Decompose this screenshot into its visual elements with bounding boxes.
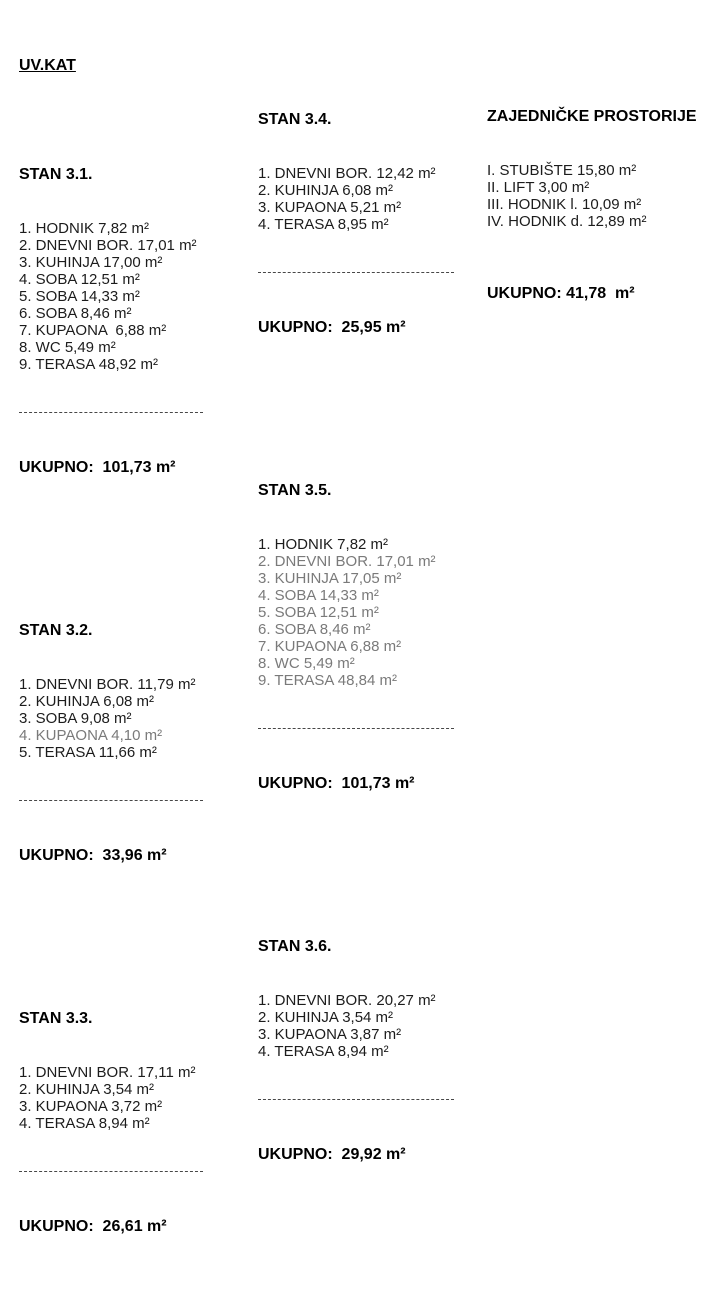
room-line: III. HODNIK l. 10,09 m² bbox=[487, 196, 642, 213]
apartment-heading: STAN 3.4. bbox=[258, 111, 332, 128]
section-divider bbox=[258, 272, 454, 273]
room-line: 3. KUPAONA 3,87 m² bbox=[258, 1026, 402, 1043]
section-total: UKUPNO: 41,78 m² bbox=[487, 285, 635, 302]
room-line: 4. SOBA 14,33 m² bbox=[258, 587, 379, 604]
room-line: 2. KUHINJA 6,08 m² bbox=[19, 693, 155, 710]
room-line: 4. TERASA 8,95 m² bbox=[258, 216, 389, 233]
room-line: 8. WC 5,49 m² bbox=[258, 655, 355, 672]
apartment-section bbox=[487, 72, 697, 339]
apartment-heading: STAN 3.1. bbox=[19, 166, 93, 183]
section-total: UKUPNO: 25,95 m² bbox=[258, 319, 406, 336]
room-line: 7. KUPAONA 6,88 m² bbox=[19, 322, 167, 339]
room-line: 1. HODNIK 7,82 m² bbox=[258, 536, 389, 553]
apartment-heading: STAN 3.6. bbox=[258, 938, 332, 955]
apartment-heading: STAN 3.2. bbox=[19, 622, 93, 639]
apartment-heading: STAN 3.3. bbox=[19, 1010, 93, 1027]
room-line: 3. KUPAONA 3,72 m² bbox=[19, 1098, 163, 1115]
room-list bbox=[258, 536, 454, 689]
column-left bbox=[19, 20, 203, 1290]
section-divider bbox=[19, 1171, 203, 1172]
room-line: 2. KUHINJA 3,54 m² bbox=[258, 1009, 394, 1026]
apartment-section bbox=[258, 446, 454, 848]
apartment-heading: ZAJEDNIČKE PROSTORIJE bbox=[487, 108, 697, 125]
room-list bbox=[19, 1064, 203, 1132]
room-line: 3. KUHINJA 17,00 m² bbox=[19, 254, 163, 271]
section-divider bbox=[258, 728, 454, 729]
section-divider bbox=[258, 1099, 454, 1100]
room-list bbox=[19, 676, 203, 761]
room-line: 4. TERASA 8,94 m² bbox=[258, 1043, 389, 1060]
apartment-section bbox=[258, 75, 454, 392]
section-divider bbox=[19, 800, 203, 801]
floor-title: UV.KAT bbox=[19, 57, 76, 74]
room-line: 9. TERASA 48,92 m² bbox=[19, 356, 158, 373]
room-line: 1. DNEVNI BOR. 17,11 m² bbox=[19, 1064, 196, 1081]
room-line: I. STUBIŠTE 15,80 m² bbox=[487, 162, 637, 179]
apartment-section bbox=[19, 130, 203, 532]
room-line: 2. DNEVNI BOR. 17,01 m² bbox=[19, 237, 197, 254]
section-total: UKUPNO: 101,73 m² bbox=[19, 459, 176, 476]
room-line: 2. KUHINJA 6,08 m² bbox=[258, 182, 394, 199]
room-line: IV. HODNIK d. 12,89 m² bbox=[487, 213, 647, 230]
room-line: 4. SOBA 12,51 m² bbox=[19, 271, 140, 288]
room-line: 5. SOBA 14,33 m² bbox=[19, 288, 140, 305]
room-line: 3. SOBA 9,08 m² bbox=[19, 710, 132, 727]
section-total: UKUPNO: 101,73 m² bbox=[258, 775, 415, 792]
room-line: 1. DNEVNI BOR. 11,79 m² bbox=[19, 676, 196, 693]
room-line: 4. KUPAONA 4,10 m² bbox=[19, 727, 163, 744]
room-line: 2. KUHINJA 3,54 m² bbox=[19, 1081, 155, 1098]
room-line: 5. TERASA 11,66 m² bbox=[19, 744, 157, 761]
section-total: UKUPNO: 33,96 m² bbox=[19, 847, 167, 864]
room-line: II. LIFT 3,00 m² bbox=[487, 179, 590, 196]
section-total: UKUPNO: 26,61 m² bbox=[19, 1218, 167, 1235]
section-total: UKUPNO: 29,92 m² bbox=[258, 1146, 406, 1163]
room-line: 1. DNEVNI BOR. 20,27 m² bbox=[258, 992, 436, 1009]
room-line: 3. KUHINJA 17,05 m² bbox=[258, 570, 402, 587]
room-line: 4. TERASA 8,94 m² bbox=[19, 1115, 150, 1132]
room-list bbox=[19, 220, 203, 373]
apartment-heading: STAN 3.5. bbox=[258, 482, 332, 499]
section-divider bbox=[19, 412, 203, 413]
room-line: 1. HODNIK 7,82 m² bbox=[19, 220, 150, 237]
room-line: 8. WC 5,49 m² bbox=[19, 339, 116, 356]
room-line: 3. KUPAONA 5,21 m² bbox=[258, 199, 402, 216]
column-right bbox=[487, 36, 697, 357]
room-list bbox=[258, 992, 454, 1060]
room-line: 6. SOBA 8,46 m² bbox=[258, 621, 371, 638]
room-line: 6. SOBA 8,46 m² bbox=[19, 305, 132, 322]
room-line: 5. SOBA 12,51 m² bbox=[258, 604, 379, 621]
room-list bbox=[487, 162, 647, 230]
room-line: 1. DNEVNI BOR. 12,42 m² bbox=[258, 165, 436, 182]
column-middle bbox=[258, 39, 454, 1218]
apartment-section bbox=[258, 902, 454, 1200]
apartment-section bbox=[19, 586, 203, 920]
room-line: 7. KUPAONA 6,88 m² bbox=[258, 638, 402, 655]
apartment-section bbox=[19, 974, 203, 1272]
room-line: 9. TERASA 48,84 m² bbox=[258, 672, 397, 689]
room-line: 2. DNEVNI BOR. 17,01 m² bbox=[258, 553, 436, 570]
room-list bbox=[258, 165, 454, 233]
